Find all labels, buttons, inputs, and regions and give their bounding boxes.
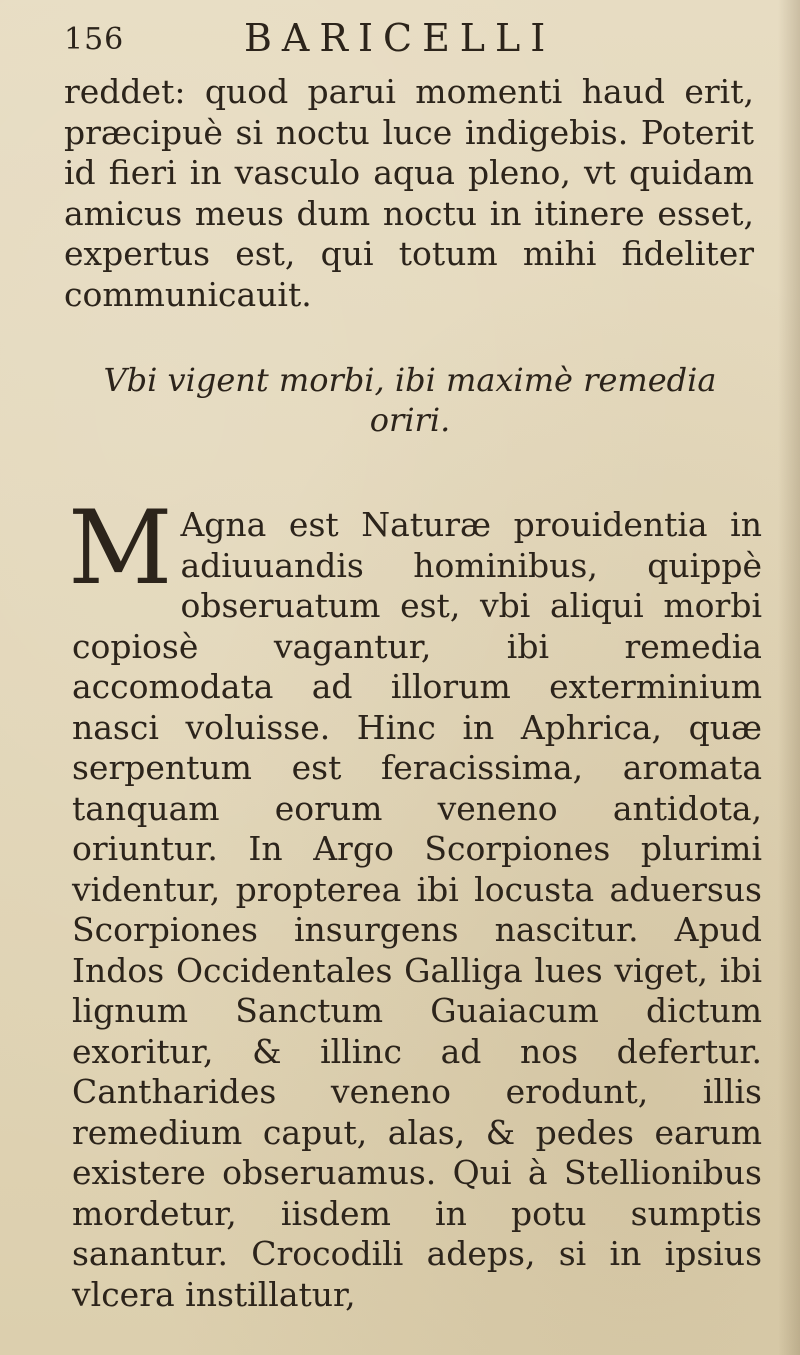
drop-cap-initial: M [68, 489, 173, 608]
page-header [64, 16, 704, 60]
chapter-heading-line-2: oriri. [369, 401, 451, 439]
paragraph-continued: reddet: quod parui momenti haud erit, præcipuè si noctu luce indigebis. Poterit id fieri in vasculo aqua pleno, vt quidam amicus meus dum noctu in itinere esset, expertus est, qui totum mihi fideliter communicauit. [64, 72, 754, 314]
chapter-paragraph [68, 489, 762, 1315]
chapter-paragraph-text: Agna est Naturæ prouidentia in adiuuandis hominibus, quippè obseruatum est, vbi aliqui morbi copiosè vagantur, ibi remedia accomodata ad illorum exterminium nasci voluisse. Hinc in Aphrica, quæ serpentum est feracissima, aromata tanquam eorum veneno antidota, oriuntur. In Argo Scorpiones plurimi videntur, propterea ibi locusta aduersus Scorpiones insurgens nascitur. Apud Indos Occidentales Galliga lues viget, ibi lignum Sanctum Guaiacum dictum exoritur, & illinc ad nos defertur. Cantharides veneno erodunt, illis remedium caput, alas, & pedes earum existere obseruamus. Qui à Stellionibus mordetur, iisdem in potu sumptis sanantur. Crocodili adeps, si in ipsius vlcera instillatur, [72, 505, 762, 1314]
page-number: 156 [64, 22, 125, 57]
running-head: BARICELLI [244, 16, 556, 60]
page-edge-shadow [778, 0, 800, 1355]
chapter-heading-line-1: Vbi vigent morbi, ibi maximè remedia [103, 361, 717, 399]
chapter-heading [90, 360, 730, 440]
